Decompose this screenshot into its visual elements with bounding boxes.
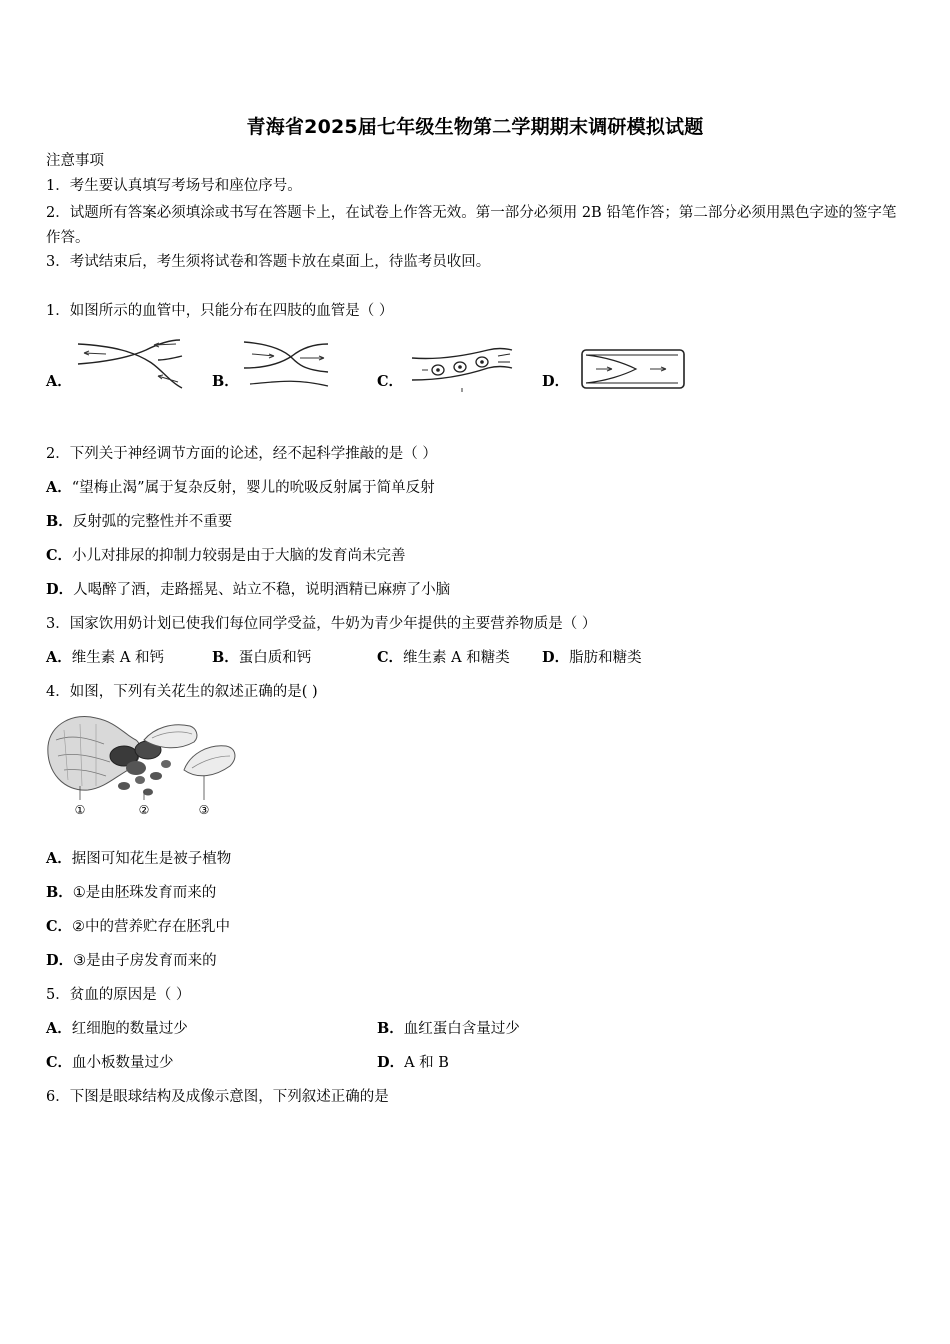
q1-vessel-d-figure <box>578 347 690 391</box>
option-label: B． <box>212 649 239 666</box>
q3-option-c <box>377 648 510 668</box>
q5-option-c <box>46 1053 174 1073</box>
option-text: 蛋白质和钙 <box>238 650 312 666</box>
notice-item-1: 1．考生要认真填写考场号和座位序号。 <box>46 178 302 194</box>
option-text: 维生素 A 和糖类 <box>403 650 510 666</box>
notice-item-2: 2．试题所有答案必须填涂或书写在答题卡上，在试卷上作答无效。第一部分必须用 2B 铅笔作答；第二部分必须用黑色字迹的签字笔作答。 <box>46 205 897 246</box>
option-text: ③是由子房发育而来的 <box>73 953 217 969</box>
option-label: B． <box>46 884 73 901</box>
q1-option-b-label: B． <box>212 373 239 390</box>
option-text: 人喝醉了酒，走路摇晃、站立不稳，说明酒精已麻痹了小脑 <box>73 582 451 598</box>
peanut-label-1: ① <box>74 803 86 817</box>
q3-option-b <box>212 648 311 668</box>
option-text: 血红蛋白含量过少 <box>403 1021 520 1037</box>
q5-option-b <box>377 1019 520 1039</box>
q4-option-b <box>46 883 216 903</box>
q2-option-a <box>46 478 435 498</box>
option-text: ①是由胚珠发育而来的 <box>72 885 217 901</box>
option-label: D． <box>542 649 570 666</box>
option-label: A． <box>46 850 72 867</box>
option-label: D． <box>46 581 74 598</box>
q3-option-d <box>542 648 642 668</box>
q5-option-d <box>377 1053 449 1073</box>
option-text: A 和 B <box>404 1055 449 1071</box>
option-text: 反射弧的完整性并不重要 <box>72 514 233 530</box>
page-title: 青海省2025届七年级生物第二学期期末调研模拟试题 <box>246 116 704 138</box>
option-text: 维生素 A 和钙 <box>71 650 164 666</box>
q6-stem: 6．下图是眼球结构及成像示意图，下列叙述正确的是 <box>46 1089 389 1105</box>
peanut-figure <box>44 710 240 820</box>
q1-vessel-b-figure <box>240 338 332 390</box>
q3-stem: 3．国家饮用奶计划已使我们每位同学受益，牛奶为青少年提供的主要营养物质是（ ） <box>46 616 597 632</box>
option-label: D． <box>46 952 74 969</box>
q2-stem: 2．下列关于神经调节方面的论述，经不起科学推敲的是（ ） <box>46 446 437 462</box>
option-label: B． <box>377 1020 404 1037</box>
option-text: “望梅止渴”属于复杂反射，婴儿的吮吸反射属于简单反射 <box>71 480 435 496</box>
q1-stem: 1．如图所示的血管中，只能分布在四肢的血管是（ ） <box>46 303 394 319</box>
option-text: 血小板数量过少 <box>72 1055 174 1071</box>
q2-option-c <box>46 546 406 566</box>
q2-option-d <box>46 580 450 600</box>
notice-item-3: 3．考试结束后，考生须将试卷和答题卡放在桌面上，待监考员收回。 <box>46 254 491 270</box>
q5-option-a <box>46 1019 188 1039</box>
q4-option-a <box>46 849 231 869</box>
peanut-label-3: ③ <box>198 803 210 817</box>
option-text: 据图可知花生是被子植物 <box>71 851 232 867</box>
option-label: C． <box>46 1054 73 1071</box>
q5-stem: 5．贫血的原因是（ ） <box>46 987 191 1003</box>
option-label: B． <box>46 513 73 530</box>
q3-option-a <box>46 648 164 668</box>
notice-heading: 注意事项 <box>46 153 104 169</box>
q4-option-d <box>46 951 217 971</box>
q2-option-b <box>46 512 232 532</box>
option-label: C． <box>46 547 73 564</box>
option-label: A． <box>46 479 72 496</box>
q1-option-d-label: D． <box>542 373 570 390</box>
peanut-label-2: ② <box>138 803 150 817</box>
option-label: D． <box>377 1054 405 1071</box>
option-text: 小儿对排尿的抑制力较弱是由于大脑的发育尚未完善 <box>72 548 406 564</box>
q1-vessel-a-figure <box>74 336 186 394</box>
q1-vessel-c-figure <box>408 346 514 392</box>
option-text: ②中的营养贮存在胚乳中 <box>72 919 231 935</box>
option-label: C． <box>46 918 73 935</box>
q1-option-a-label: A． <box>46 373 72 390</box>
option-text: 红细胞的数量过少 <box>71 1021 188 1037</box>
option-label: A． <box>46 649 72 666</box>
option-label: C． <box>377 649 404 666</box>
option-label: A． <box>46 1020 72 1037</box>
q4-stem: 4．如图，下列有关花生的叙述正确的是( ) <box>46 684 318 700</box>
q4-option-c <box>46 917 230 937</box>
option-text: 脂肪和糖类 <box>569 650 642 666</box>
q1-option-c-label: C． <box>377 373 404 390</box>
